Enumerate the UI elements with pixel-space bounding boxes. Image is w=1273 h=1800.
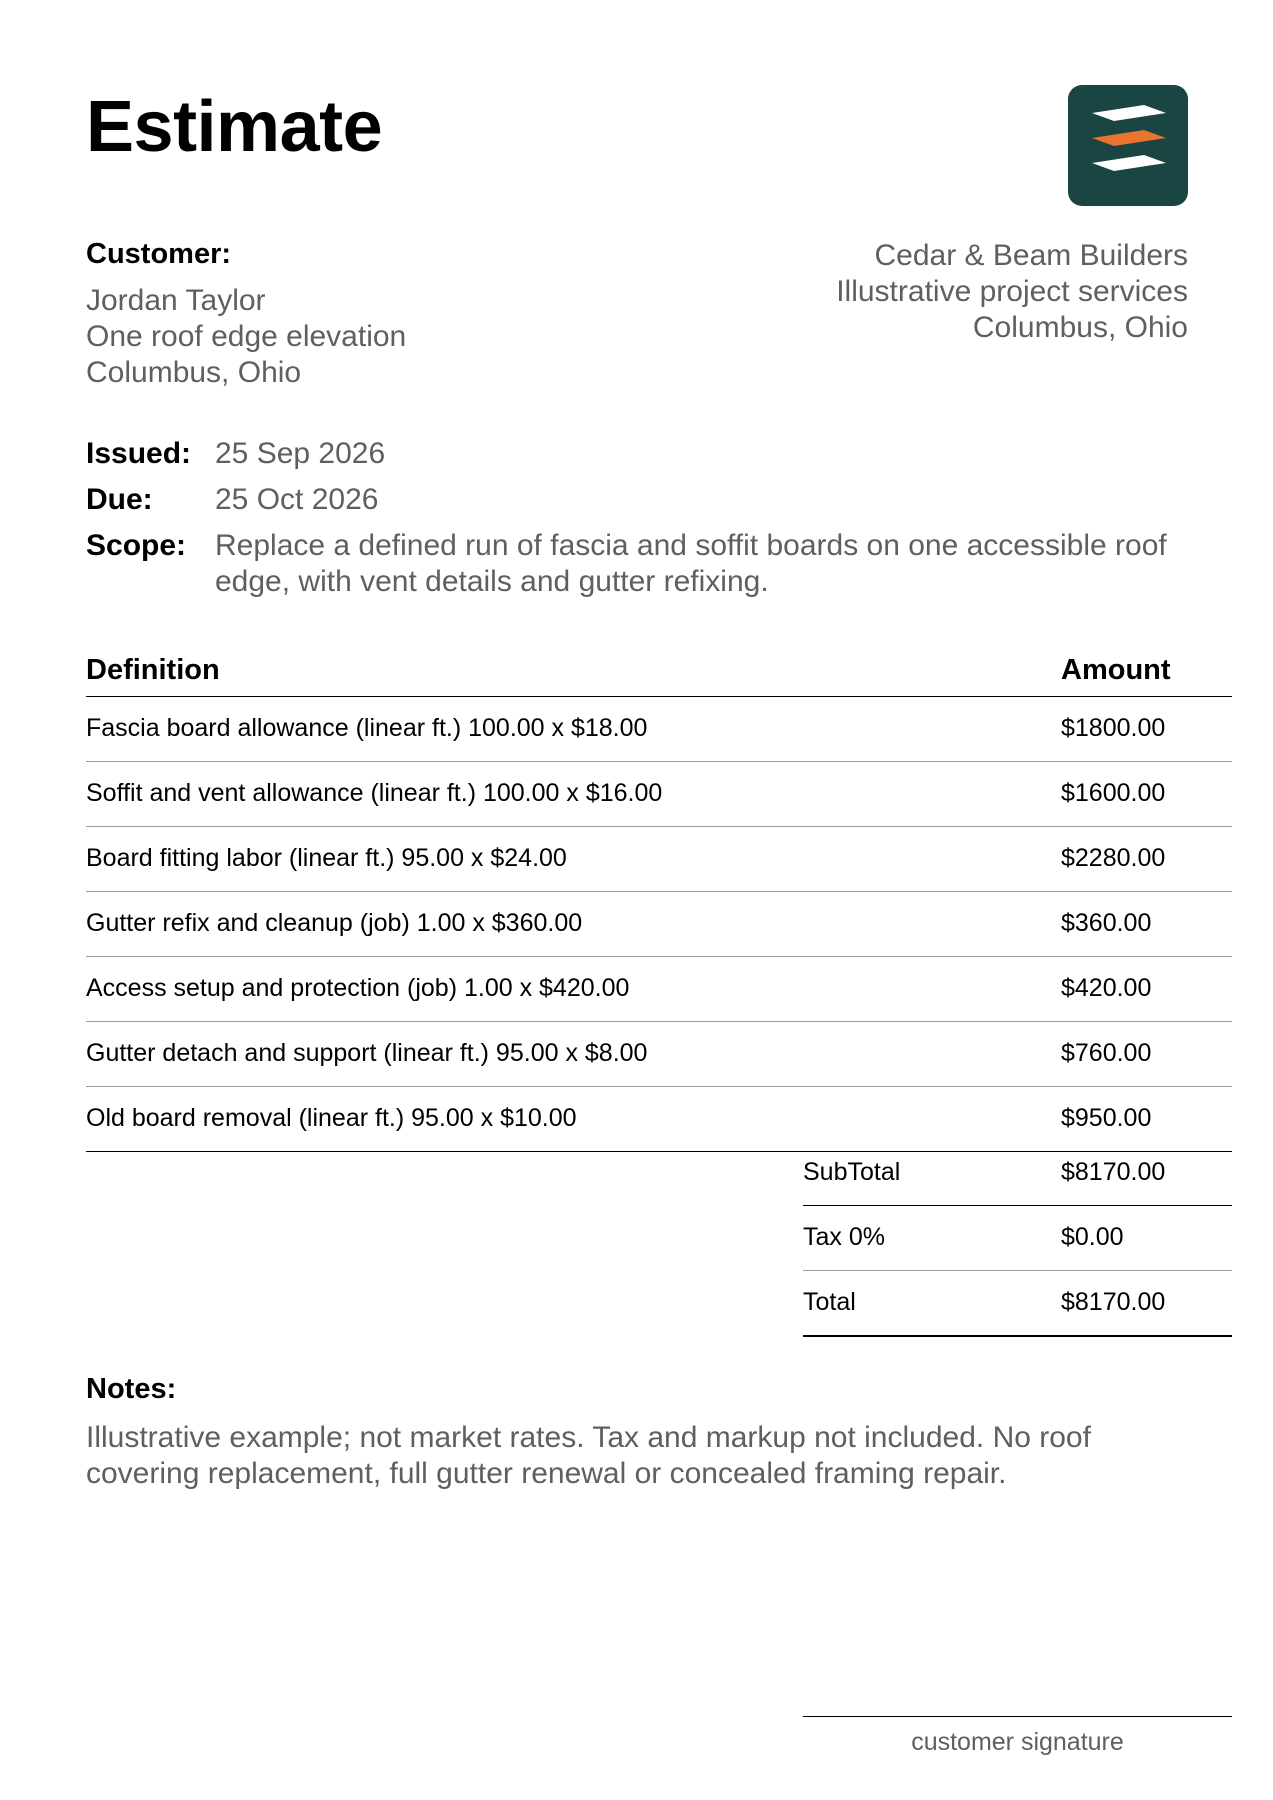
total-value: $8170.00 bbox=[1061, 1288, 1166, 1316]
table-row bbox=[86, 697, 1232, 762]
customer-label: Customer: bbox=[86, 238, 232, 270]
line-definition: Old board removal (linear ft.) 95.00 x $10.00 bbox=[86, 1104, 577, 1132]
issued-label: Issued: bbox=[86, 437, 192, 470]
company-logo bbox=[1068, 85, 1188, 206]
line-amount: $360.00 bbox=[1061, 909, 1152, 937]
company-block bbox=[836, 238, 1188, 346]
table-row bbox=[86, 827, 1232, 892]
due-date: 25 Oct 2026 bbox=[215, 483, 379, 516]
company-location: Columbus, Ohio bbox=[972, 311, 1188, 344]
line-definition: Fascia board allowance (linear ft.) 100.00 x $18.00 bbox=[86, 714, 648, 742]
tax-label: Tax 0% bbox=[803, 1223, 885, 1251]
notes-label: Notes: bbox=[86, 1373, 177, 1405]
company-tagline: Illustrative project services bbox=[836, 275, 1188, 308]
total-row bbox=[803, 1271, 1232, 1337]
table-row bbox=[86, 892, 1232, 957]
stacked-boards-icon bbox=[1068, 85, 1188, 206]
customer-project: One roof edge elevation bbox=[86, 320, 407, 353]
customer-location: Columbus, Ohio bbox=[86, 356, 302, 389]
line-definition: Access setup and protection (job) 1.00 x $420.00 bbox=[86, 974, 630, 1002]
line-amount: $2280.00 bbox=[1061, 844, 1166, 872]
subtotal-label: SubTotal bbox=[803, 1158, 901, 1186]
definition-header: Definition bbox=[86, 654, 220, 686]
line-definition: Soffit and vent allowance (linear ft.) 100.00 x $16.00 bbox=[86, 779, 663, 807]
line-amount: $760.00 bbox=[1061, 1039, 1152, 1067]
subtotal-row bbox=[803, 1144, 1232, 1206]
table-row bbox=[86, 1087, 1232, 1152]
line-definition: Board fitting labor (linear ft.) 95.00 x $24.00 bbox=[86, 844, 567, 872]
scope-text: Replace a defined run of fascia and soffit boards on one accessible roof edge, with vent details and gutter refixing. bbox=[215, 529, 1167, 598]
table-row bbox=[86, 1022, 1232, 1087]
customer-block bbox=[86, 283, 406, 391]
amount-header: Amount bbox=[1061, 654, 1171, 686]
notes-text: Illustrative example; not market rates. Tax and markup not included. No roof covering replacement, full gutter renewal or concealed framing repair. bbox=[86, 1421, 1091, 1490]
table-header bbox=[86, 654, 1232, 697]
table-body bbox=[86, 697, 1232, 1152]
subtotal-value: $8170.00 bbox=[1061, 1158, 1166, 1186]
line-amount: $420.00 bbox=[1061, 974, 1152, 1002]
page-title: Estimate bbox=[86, 87, 383, 167]
issued-date: 25 Sep 2026 bbox=[215, 437, 386, 470]
scope-label: Scope: bbox=[86, 529, 187, 562]
line-items-table bbox=[86, 654, 1232, 1152]
customer-name: Jordan Taylor bbox=[86, 284, 266, 317]
total-label: Total bbox=[803, 1288, 856, 1316]
table-row bbox=[86, 762, 1232, 827]
tax-value: $0.00 bbox=[1061, 1223, 1124, 1251]
line-amount: $950.00 bbox=[1061, 1104, 1152, 1132]
due-label: Due: bbox=[86, 483, 153, 516]
line-definition: Gutter detach and support (linear ft.) 95.00 x $8.00 bbox=[86, 1039, 648, 1067]
line-definition: Gutter refix and cleanup (job) 1.00 x $360.00 bbox=[86, 909, 583, 937]
signature-line bbox=[803, 1716, 1232, 1717]
tax-row bbox=[803, 1206, 1232, 1271]
table-row bbox=[86, 957, 1232, 1022]
line-amount: $1600.00 bbox=[1061, 779, 1166, 807]
company-name: Cedar & Beam Builders bbox=[874, 239, 1188, 272]
line-amount: $1800.00 bbox=[1061, 714, 1166, 742]
totals-block bbox=[803, 1144, 1232, 1337]
signature-label: customer signature bbox=[911, 1728, 1124, 1756]
